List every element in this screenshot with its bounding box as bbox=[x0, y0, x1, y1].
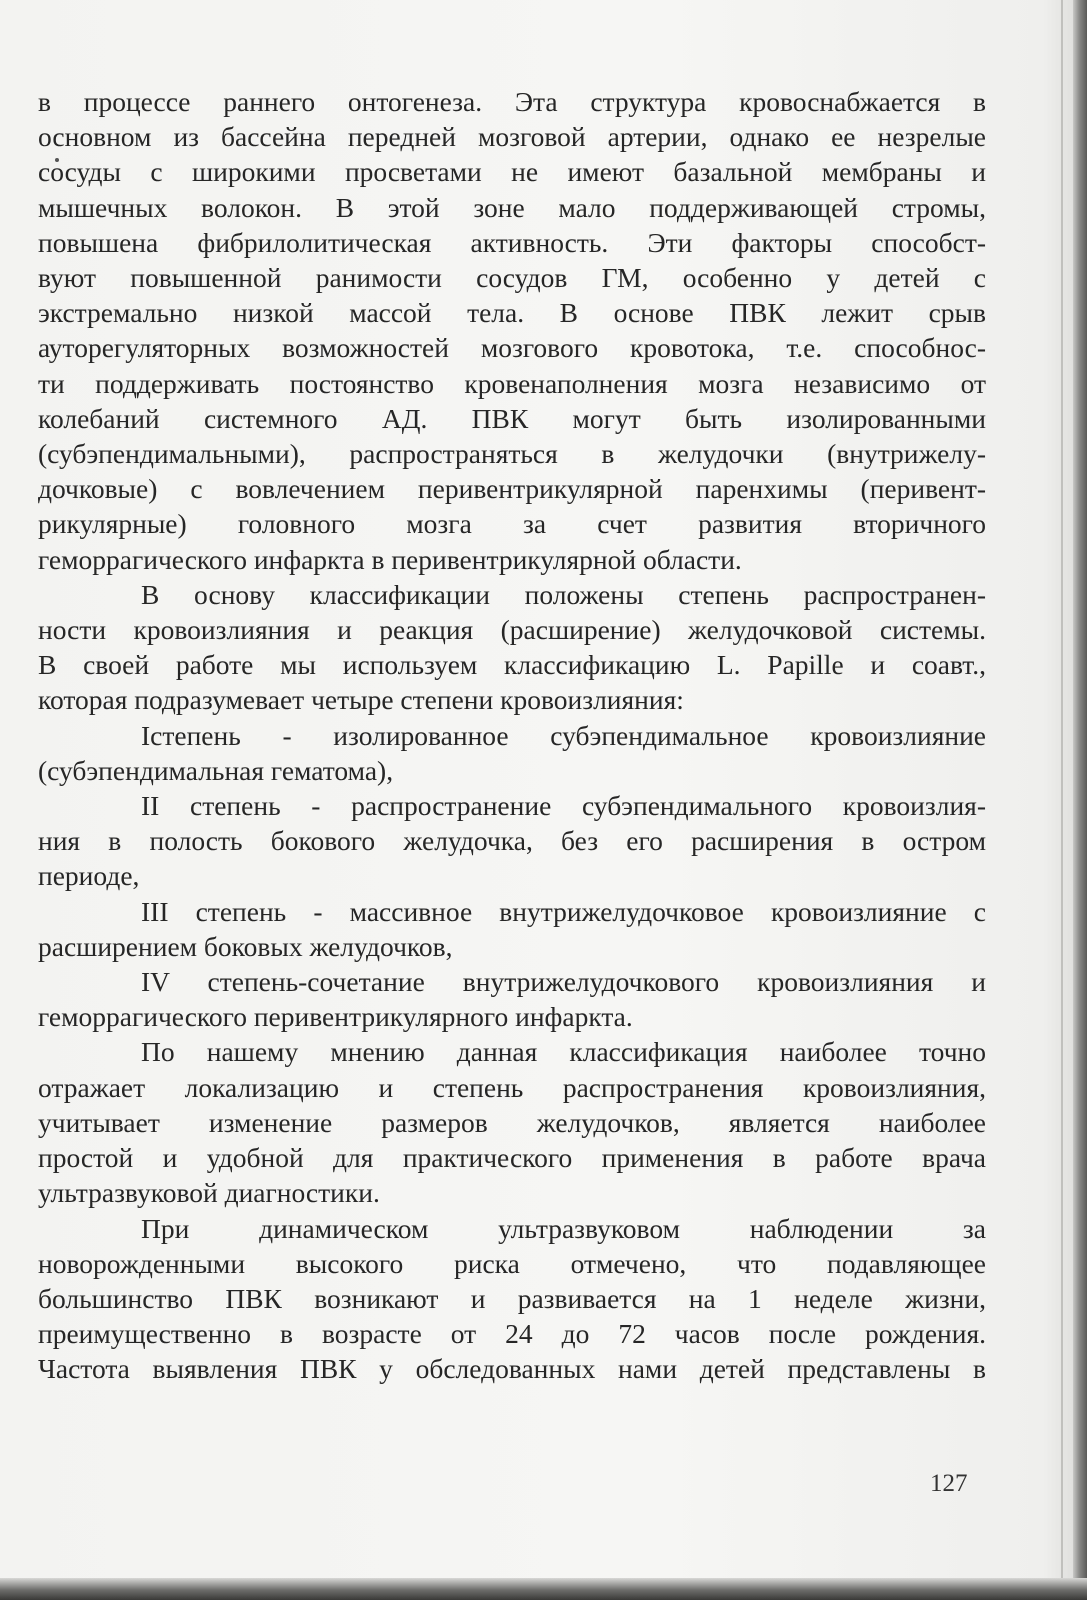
text-line: ауторегуляторных возможностей мозгового кровотока, т.е. способнос- bbox=[38, 332, 986, 364]
text-line: По нашему мнению данная классификация наиболее точно bbox=[141, 1036, 986, 1068]
text-line: ультразвуковой диагностики. bbox=[38, 1177, 380, 1209]
text-line: геморрагического инфаркта в перивентрикулярной области. bbox=[38, 543, 742, 575]
text-line: основном из бассейна передней мозговой артерии, однако ее незрелые bbox=[38, 121, 986, 153]
text-line: рикулярные) головного мозга за счет развития вторичного bbox=[38, 508, 986, 540]
text-line: вуют повышенной ранимости сосудов ГМ, особенно у детей с bbox=[38, 262, 986, 294]
text-line: повышена фибрилолитическая активность. Эти факторы способст- bbox=[38, 226, 986, 258]
text-line: расширением боковых желудочков, bbox=[38, 930, 453, 962]
text-line: геморрагического перивентрикулярного инфаркта. bbox=[38, 1001, 633, 1033]
text-line: ти поддерживать постоянство кровенаполнения мозга независимо от bbox=[38, 367, 986, 399]
text-line: в процессе раннего онтогенеза. Эта структура кровоснабжается в bbox=[38, 86, 986, 117]
body-text bbox=[38, 84, 986, 1387]
text-line: В своей работе мы используем классификацию L. Papille и соавт., bbox=[38, 649, 986, 681]
text-line: II степень - распространение субэпендимального кровоизлия- bbox=[141, 790, 986, 822]
page-number: 127 bbox=[930, 1470, 968, 1497]
text-line: В основу классификации положены степень распространен- bbox=[141, 578, 986, 610]
text-line: (субэпендимальными), распространяться в желудочки (внутрижелу- bbox=[38, 438, 986, 470]
text-line: новорожденными высокого риска отмечено, что подавляющее bbox=[38, 1247, 986, 1279]
text-line: ния в полость бокового желудочка, без его расширения в остром bbox=[38, 825, 986, 857]
text-line: сосуды с широкими просветами не имеют базальной мембраны и bbox=[38, 156, 986, 188]
text-line: дочковые) с вовлечением перивентрикулярной паренхимы (перивент- bbox=[38, 473, 986, 505]
text-line: колебаний системного АД. ПВК могут быть изолированными bbox=[38, 402, 986, 434]
text-line: которая подразумевает четыре степени кровоизлияния: bbox=[38, 684, 684, 716]
text-line: ности кровоизлияния и реакция (расширение) желудочковой системы. bbox=[38, 614, 986, 646]
binding-edge bbox=[1073, 0, 1087, 1600]
text-line: (субэпендимальная гематома), bbox=[38, 754, 394, 786]
text-line: При динамическом ультразвуковом наблюдении за bbox=[141, 1212, 986, 1244]
text-line: Істепень - изолированное субэпендимальное кровоизлияние bbox=[141, 719, 986, 751]
bottom-edge bbox=[0, 1578, 1087, 1600]
text-line: мышечных волокон. В этой зоне мало поддерживающей стромы, bbox=[38, 191, 986, 223]
text-line: III степень - массивное внутрижелудочковое кровоизлияние с bbox=[141, 895, 986, 927]
text-line: большинство ПВК возникают и развивается на 1 неделе жизни, bbox=[38, 1282, 986, 1314]
text-line: простой и удобной для практического применения в работе врача bbox=[38, 1142, 986, 1174]
text-line: Частота выявления ПВК у обследованных нами детей представлены в bbox=[38, 1353, 986, 1385]
text-line: периоде, bbox=[38, 860, 140, 892]
text-line: IV степень-сочетание внутрижелудочкового кровоизлияния и bbox=[141, 966, 986, 998]
text-line: учитывает изменение размеров желудочков, является наиболее bbox=[38, 1106, 986, 1138]
text-line: преимущественно в возрасте от 24 до 72 часов после рождения. bbox=[38, 1318, 986, 1350]
text-line: экстремально низкой массой тела. В основе ПВК лежит срыв bbox=[38, 297, 986, 329]
text-line: отражает локализацию и степень распространения кровоизлияния, bbox=[38, 1071, 986, 1103]
binding-shadow-line bbox=[1061, 0, 1063, 1600]
